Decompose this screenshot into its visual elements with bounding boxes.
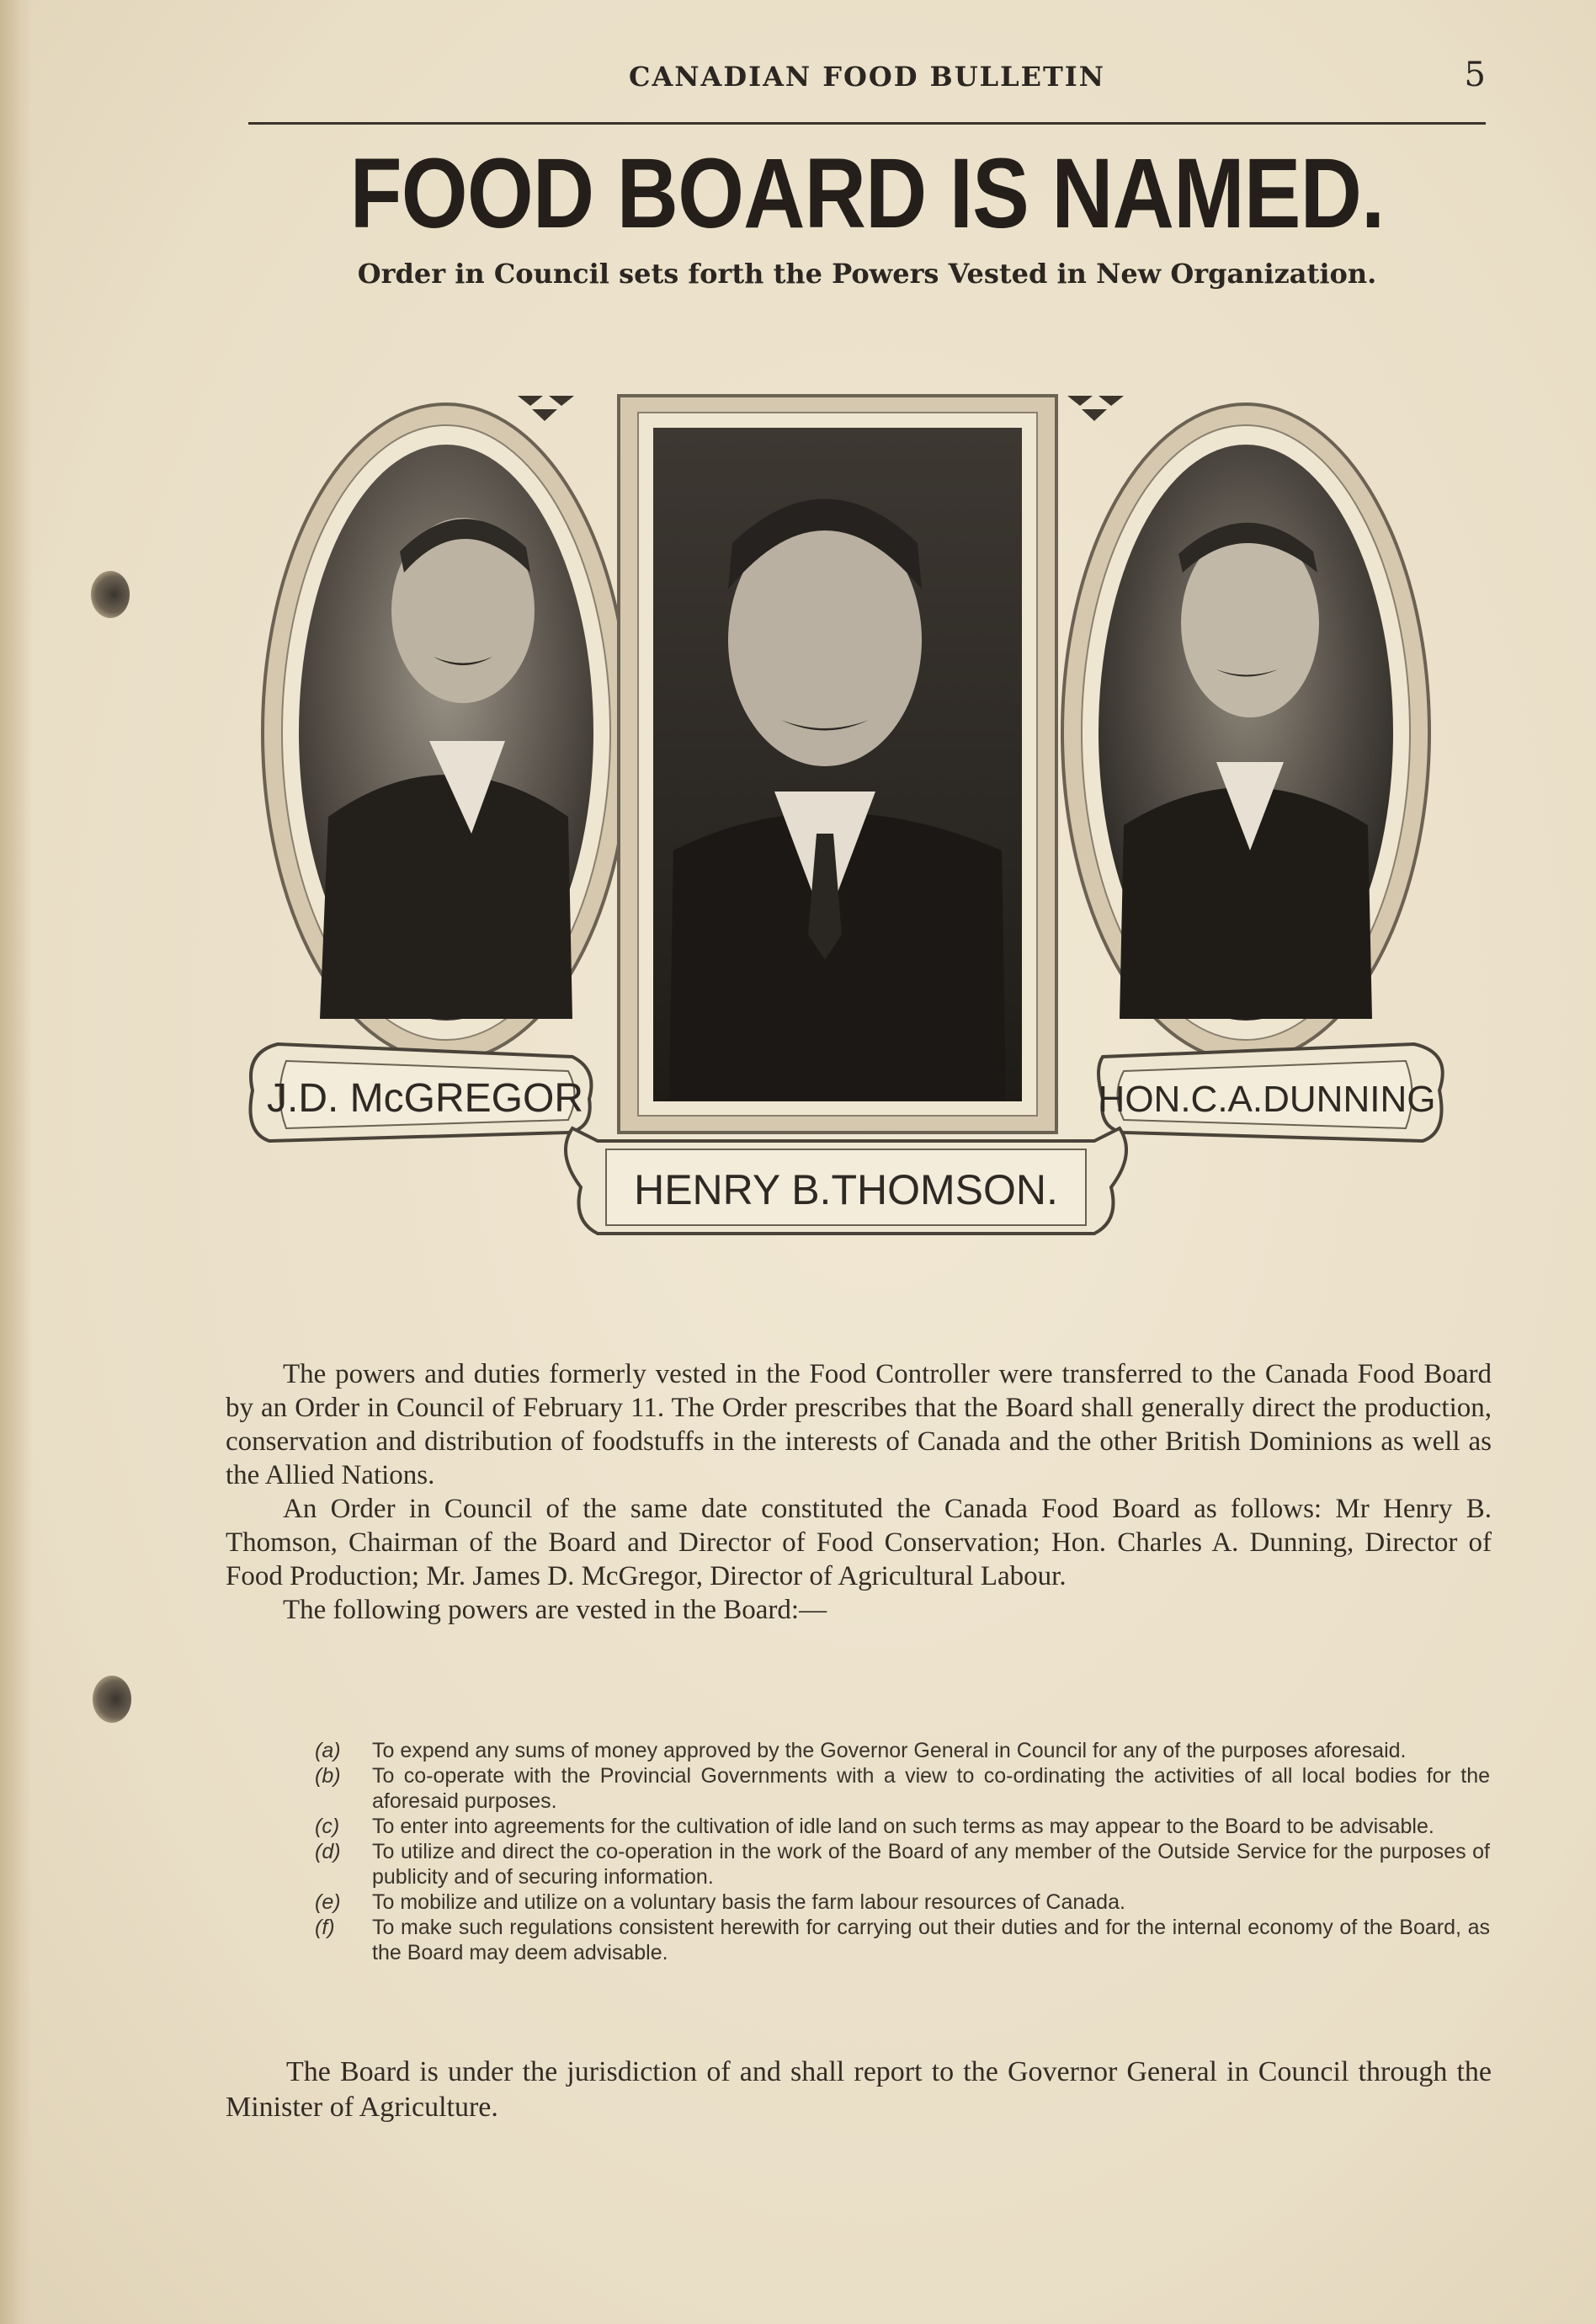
list-item-text: To make such regulations consistent herewith for carrying out their duties and for the internal economy of the Board, as the Board may deem advisable. [372, 1916, 1490, 1964]
paragraph: The following powers are vested in the Board:— [283, 1595, 827, 1625]
subhead: Order in Council sets forth the Powers Vested in New Organization. [357, 258, 1377, 290]
list-item-text: To mobilize and utilize on a voluntary basis the farm labour resources of Canada. [372, 1890, 1125, 1914]
list-item [315, 1738, 1490, 1763]
list-item [315, 1814, 1490, 1839]
list-marker: (a) [315, 1739, 341, 1762]
list-marker: (b) [315, 1764, 341, 1788]
portrait-dunning [1062, 404, 1429, 1061]
list-marker: (e) [315, 1890, 341, 1914]
list-item [315, 1839, 1490, 1890]
article-body [226, 1357, 1492, 1627]
portrait-thomson [619, 396, 1056, 1133]
list-item-text: To expend any sums of money approved by the Governor General in Council for any of the purposes aforesaid. [372, 1739, 1407, 1762]
list-marker: (c) [315, 1815, 340, 1838]
closing-paragraph [226, 2055, 1492, 2125]
paragraph: The powers and duties formerly vested in the Food Controller were transferred to the Canada Food Board by an Order in Council of February 11. The Order prescribes that the Board shall generally direct the production, conservation and distribution of foodstuffs in the interests of Canada and the other British Dominions as well as the Allied Nations. [226, 1359, 1492, 1490]
punch-hole [91, 571, 130, 618]
caption-thomson: HENRY B.THOMSON. [634, 1166, 1058, 1213]
ornament-left [518, 396, 574, 421]
list-marker: (d) [315, 1840, 341, 1863]
page-number: 5 [1464, 56, 1486, 94]
ornament-right [1067, 396, 1124, 421]
list-item-text: To utilize and direct the co-operation in the work of the Board of any member of the Outside Service for the purposes of publicity and of securing information. [372, 1840, 1490, 1889]
paragraph: The Board is under the jurisdiction of and shall report to the Governor General in Council through the Minister of Agriculture. [226, 2056, 1492, 2123]
list-item-text: To enter into agreements for the cultivation of idle land on such terms as may appear to the Board to be advisable. [372, 1815, 1434, 1838]
paragraph: An Order in Council of the same date constituted the Canada Food Board as follows: Mr Henry B. Thomson, Chairman of the Board and Director of Food Conservation; Hon. Charles A. Dunning, Director of Food Production; Mr. James D. McGregor, Director of Agricultural Labour. [226, 1494, 1492, 1591]
running-head [248, 56, 1486, 103]
portrait-illustration [236, 379, 1456, 1246]
powers-list [315, 1738, 1490, 1965]
caption-dunning: HON.C.A.DUNNING [1098, 1079, 1436, 1120]
journal-title: CANADIAN FOOD BULLETIN [628, 61, 1106, 93]
portrait-mcgregor [263, 404, 630, 1061]
punch-hole [93, 1676, 131, 1723]
list-item [315, 1763, 1490, 1814]
caption-mcgregor: J.D. McGREGOR [266, 1076, 584, 1121]
list-item-text: To co-operate with the Provincial Governments with a view to co-ordinating the activities of all local bodies for the aforesaid purposes. [372, 1764, 1490, 1813]
headline: FOOD BOARD IS NAMED. [349, 138, 1385, 249]
list-marker: (f) [315, 1916, 335, 1939]
list-item [315, 1890, 1490, 1915]
list-item [315, 1915, 1490, 1965]
header-rule [248, 122, 1486, 125]
binding-edge [0, 0, 32, 2324]
